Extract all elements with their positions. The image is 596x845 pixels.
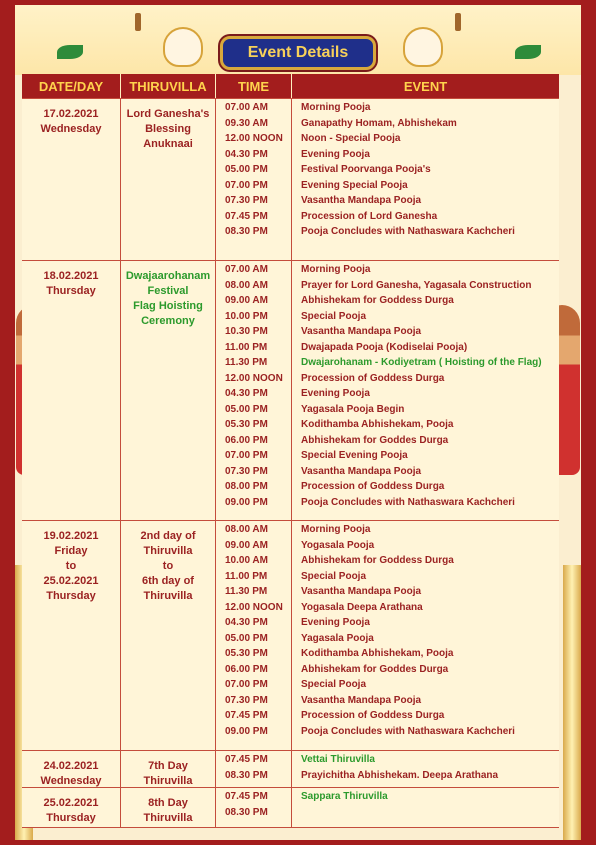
thiruvilla-line: Flag Hoisting — [133, 300, 203, 312]
thiruvilla-line: 6th day of — [142, 575, 194, 587]
event-item: Morning Pooja — [301, 524, 371, 535]
event-item: Vasantha Mandapa Pooja — [301, 694, 422, 706]
thiruvilla-line: 8th Day — [148, 797, 188, 809]
time-item: 04.30 PM — [225, 148, 268, 160]
event-item: Vasantha Mandapa Pooja — [301, 465, 422, 477]
title-banner — [220, 36, 376, 70]
date-cell — [22, 751, 121, 787]
event-item: Dwajarohanam - Kodiyetram ( Hoisting of the Flag) — [301, 357, 542, 368]
event-item: Procession of Goddess Durga — [301, 710, 445, 721]
lamp-right-icon — [455, 13, 461, 31]
thiruvilla-line: Thiruvilla — [143, 775, 193, 787]
event-item: Vasantha Mandapa Pooja — [301, 326, 422, 337]
time-item: 05.00 PM — [225, 164, 268, 175]
elephant-left-icon — [163, 27, 203, 67]
event-item — [292, 807, 559, 823]
date-line: Thursday — [46, 590, 96, 602]
time-cell — [216, 521, 292, 750]
event-cell — [292, 788, 559, 827]
time-item: 11.00 PM — [225, 341, 268, 353]
date-line: Friday — [54, 545, 88, 557]
time-cell — [216, 261, 292, 520]
time-item: 06.00 PM — [225, 434, 268, 446]
event-item: Abhishekam for Goddes Durga — [301, 663, 449, 675]
thiruvilla-line: Festival — [147, 285, 189, 297]
time-item: 05.00 PM — [225, 403, 268, 415]
time-item: 07.30 PM — [225, 195, 268, 206]
time-cell — [216, 751, 292, 787]
event-item: Vasantha Mandapa Pooja — [301, 195, 422, 206]
time-item: 04.30 PM — [225, 388, 268, 399]
thiruvilla-line: Dwajaarohanam — [125, 270, 211, 282]
event-item: Pooja Concludes with Nathaswara Kachcheri — [301, 496, 515, 508]
time-item: 07.45 PM — [225, 791, 268, 802]
thiruvilla-line: Thiruvilla — [143, 812, 193, 824]
time-item: 12.00 NOON — [225, 133, 283, 144]
time-item: 07.00 PM — [225, 450, 268, 461]
thiruvilla-line: to — [162, 560, 174, 572]
page-title: Event Details — [247, 44, 349, 61]
time-item: 12.00 NOON — [225, 601, 283, 613]
table-body — [22, 98, 559, 827]
thiruvilla-line: Ceremony — [141, 315, 195, 327]
event-item: Abhishekam for Goddess Durga — [301, 295, 454, 306]
event-item: Abhishekam for Goddess Durga — [301, 555, 454, 566]
time-item: 07.45 PM — [225, 754, 268, 765]
date-line: to — [65, 560, 77, 572]
event-item: Procession of Goddess Durga — [301, 481, 445, 492]
event-item: Special Pooja — [301, 570, 367, 582]
time-item: 07.45 PM — [225, 210, 268, 222]
date-line: Wednesday — [40, 123, 102, 135]
table-row — [22, 750, 559, 787]
time-item: 11.30 PM — [225, 586, 268, 597]
time-item: 05.30 PM — [225, 648, 268, 659]
elephant-right-icon — [403, 27, 443, 67]
thiruvilla-cell — [121, 751, 216, 787]
time-item: 11.00 PM — [225, 570, 268, 582]
event-item: Yagasala Pooja — [301, 632, 374, 644]
time-item: 09.00 AM — [225, 295, 268, 306]
header-date: DATE/DAY — [22, 74, 121, 98]
date-cell — [22, 99, 121, 260]
event-item: Yogasala Deepa Arathana — [301, 601, 423, 613]
time-item: 05.30 PM — [225, 419, 268, 430]
time-item: 07.30 PM — [225, 694, 268, 706]
event-item: Prayer for Lord Ganesha, Yagasala Construction — [301, 279, 532, 291]
event-item: Kodithamba Abhishekam, Pooja — [301, 419, 454, 430]
leaf-left-icon — [57, 45, 83, 59]
time-cell — [216, 99, 292, 260]
event-item: Noon - Special Pooja — [301, 133, 401, 144]
table-row — [22, 260, 559, 520]
event-item: Ganapathy Homam, Abhishekam — [301, 117, 457, 129]
thiruvilla-line: Blessing — [145, 123, 191, 135]
thiruvilla-line: 2nd day of — [140, 530, 196, 542]
event-item: Pooja Concludes with Nathaswara Kachcheri — [301, 226, 515, 237]
event-item: Evening Special Pooja — [301, 179, 408, 191]
leaf-right-icon — [515, 45, 541, 59]
event-item: Yagasala Pooja Begin — [301, 403, 405, 415]
time-item: 10.30 PM — [225, 326, 268, 337]
event-item: Festival Poorvanga Pooja's — [301, 164, 431, 175]
header-thiruvilla: THIRUVILLA — [121, 74, 216, 98]
event-item: Sappara Thiruvilla — [301, 791, 388, 802]
event-item: Evening Pooja — [301, 148, 370, 160]
event-item: Morning Pooja — [301, 102, 371, 113]
time-cell — [216, 788, 292, 827]
table-row — [22, 98, 559, 260]
event-item: Kodithamba Abhishekam, Pooja — [301, 648, 454, 659]
date-line: Thursday — [46, 812, 96, 824]
time-item: 05.00 PM — [225, 632, 268, 644]
event-item: Pooja Concludes with Nathaswara Kachcheri — [301, 725, 515, 737]
pillar-right — [563, 565, 581, 840]
time-item: 06.00 PM — [225, 663, 268, 675]
table-row — [22, 520, 559, 750]
table-bottom-rule — [22, 827, 559, 828]
thiruvilla-line: 7th Day — [148, 760, 188, 772]
time-item: 07.00 PM — [225, 679, 268, 690]
time-item: 10.00 AM — [225, 555, 268, 566]
date-cell — [22, 521, 121, 750]
date-cell — [22, 261, 121, 520]
time-item: 07.30 PM — [225, 465, 268, 477]
event-table — [22, 74, 559, 828]
event-item: Vasantha Mandapa Pooja — [301, 586, 422, 597]
event-item: Special Pooja — [301, 679, 367, 690]
event-cell — [292, 99, 559, 260]
thiruvilla-cell — [121, 788, 216, 827]
event-item: Procession of Lord Ganesha — [301, 210, 438, 222]
event-item: Vettai Thiruvilla — [301, 754, 375, 765]
thiruvilla-cell — [121, 521, 216, 750]
header-event: EVENT — [403, 78, 448, 94]
time-item: 04.30 PM — [225, 617, 268, 628]
time-item: 08.30 PM — [225, 226, 268, 237]
time-item: 08.00 PM — [225, 481, 268, 492]
date-line: 18.02.2021 — [43, 270, 99, 282]
event-item: Special Pooja — [301, 310, 367, 322]
date-line: 24.02.2021 — [43, 760, 99, 772]
thiruvilla-cell — [121, 261, 216, 520]
time-item: 07.00 AM — [225, 264, 268, 275]
date-line: 19.02.2021 — [43, 530, 99, 542]
time-item: 08.30 PM — [225, 769, 268, 781]
date-cell — [22, 788, 121, 827]
time-item: 09.00 AM — [225, 539, 268, 551]
event-cell — [292, 261, 559, 520]
time-item: 12.00 NOON — [225, 372, 283, 384]
thiruvilla-cell — [121, 99, 216, 260]
table-header — [22, 74, 559, 98]
thiruvilla-line: Lord Ganesha's — [126, 108, 210, 120]
time-item: 07.00 PM — [225, 179, 268, 191]
thiruvilla-line: Anuknaai — [143, 138, 193, 150]
lamp-left-icon — [135, 13, 141, 31]
time-item: 11.30 PM — [225, 357, 268, 368]
thiruvilla-line: Thiruvilla — [143, 545, 193, 557]
event-item: Special Evening Pooja — [301, 450, 408, 461]
date-line: 25.02.2021 — [43, 575, 99, 587]
time-item: 10.00 PM — [225, 310, 268, 322]
date-line: Thursday — [46, 285, 96, 297]
time-item: 09.00 PM — [225, 725, 268, 737]
date-line: Wednesday — [40, 775, 102, 787]
event-cell — [292, 751, 559, 787]
event-item: Yogasala Pooja — [301, 539, 375, 551]
time-item: 07.45 PM — [225, 710, 268, 721]
event-item: Morning Pooja — [301, 264, 371, 275]
event-item: Abhishekam for Goddes Durga — [301, 434, 449, 446]
date-line: 17.02.2021 — [43, 108, 99, 120]
time-item: 08.00 AM — [225, 279, 268, 291]
date-line: 25.02.2021 — [43, 797, 99, 809]
time-item: 08.30 PM — [225, 806, 268, 818]
header-time: TIME — [216, 74, 292, 98]
event-item: Evening Pooja — [301, 617, 370, 628]
time-item: 09.00 PM — [225, 496, 268, 508]
event-item: Dwajapada Pooja (Kodiselai Pooja) — [301, 341, 468, 353]
event-cell — [292, 521, 559, 750]
event-item: Prayichitha Abhishekam. Deepa Arathana — [301, 769, 499, 781]
thiruvilla-line: Thiruvilla — [143, 590, 193, 602]
event-item: Procession of Goddess Durga — [301, 372, 445, 384]
table-row — [22, 787, 559, 827]
event-item: Evening Pooja — [301, 388, 370, 399]
time-item: 08.00 AM — [225, 524, 268, 535]
time-item: 09.30 AM — [225, 117, 268, 129]
time-item: 07.00 AM — [225, 102, 268, 113]
